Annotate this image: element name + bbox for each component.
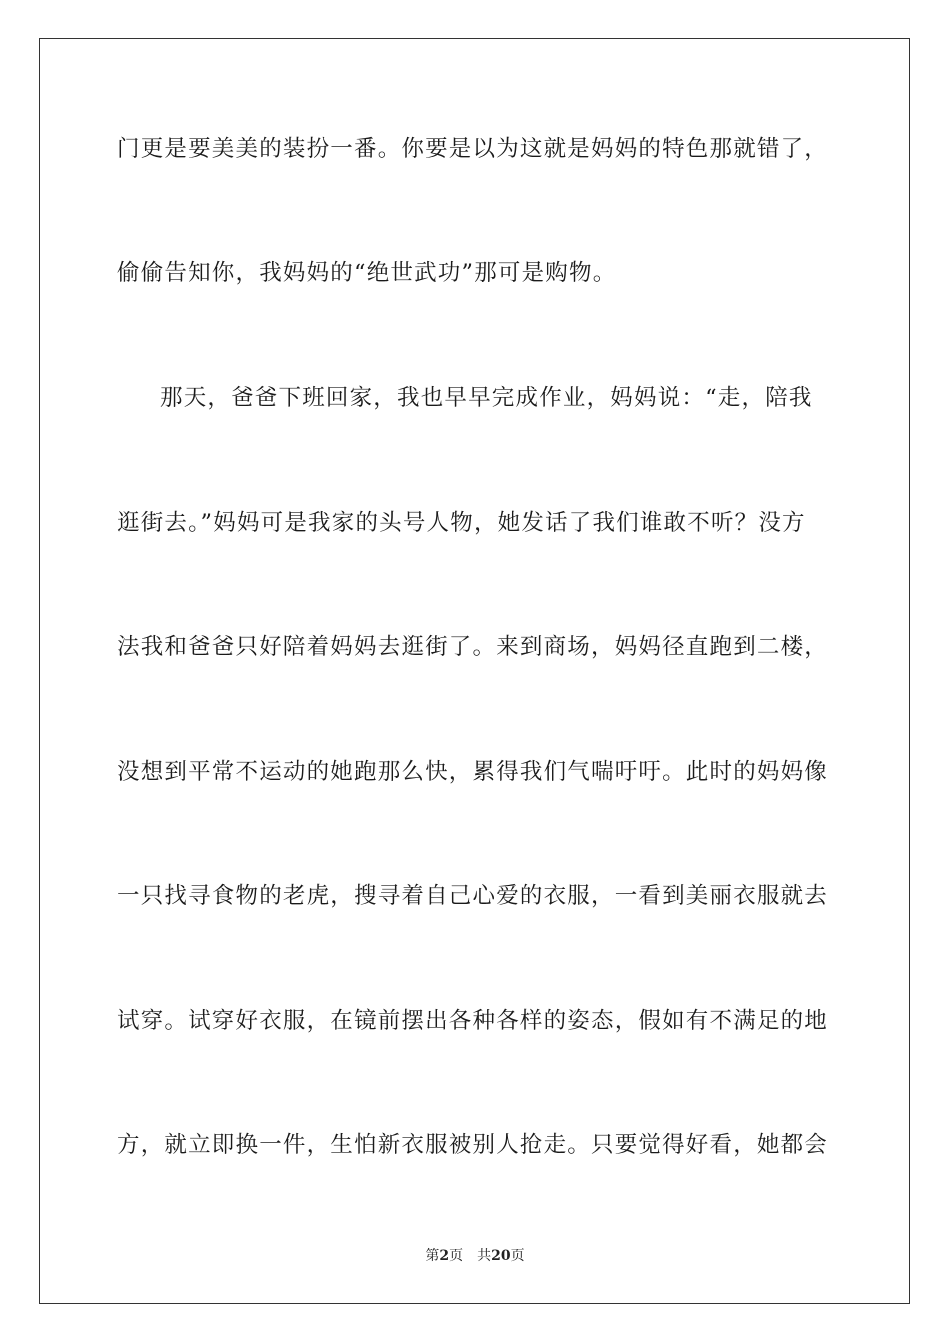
page-suffix: 页 (449, 1248, 464, 1264)
text-line-7: 一只找寻食物的老虎，搜寻着自己心爱的衣服，一看到美丽衣服就去 (117, 883, 829, 909)
page-number: 2 (439, 1248, 450, 1264)
text-line-5: 法我和爸爸只好陪着妈妈去逛街了。来到商场，妈妈径直跑到二楼， (117, 634, 829, 660)
page-footer (0, 1247, 950, 1265)
text-line-9: 方，就立即换一件，生怕新衣服被别人抢走。只要觉得好看，她都会 (117, 1132, 829, 1158)
text-line-3: 那天，爸爸下班回家，我也早早完成作业，妈妈说：“走，陪我 (160, 385, 813, 411)
text-line-1: 门更是要美美的装扮一番。你要是以为这就是妈妈的特色那就错了， (117, 136, 829, 162)
page-prefix: 第 (425, 1248, 440, 1264)
page-border (39, 38, 910, 1304)
total-suffix: 页 (510, 1248, 525, 1264)
text-line-2: 偷偷告知你，我妈妈的“绝世武功”那可是购物。 (117, 260, 617, 286)
total-prefix: 共 (477, 1248, 492, 1264)
total-pages: 20 (491, 1248, 511, 1264)
text-line-6: 没想到平常不运动的她跑那么快，累得我们气喘吁吁。此时的妈妈像 (117, 759, 829, 785)
text-line-8: 试穿。试穿好衣服，在镜前摆出各种各样的姿态，假如有不满足的地 (117, 1008, 829, 1034)
text-line-4: 逛街去。”妈妈可是我家的头号人物，她发话了我们谁敢不听？没方 (117, 510, 806, 536)
